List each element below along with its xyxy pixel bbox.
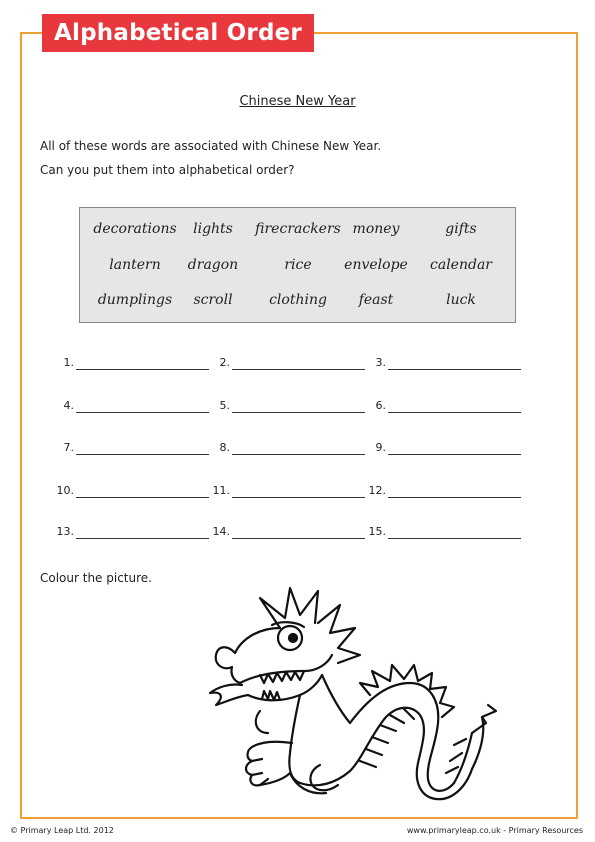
answer-number: 9. [375,441,386,454]
answer-number: 10. [56,484,74,497]
instruction-line-1: All of these words are associated with Chinese New Year. [40,139,382,153]
answer-number: 7. [63,441,74,454]
word-item: scroll [193,292,233,308]
answer-number: 8. [219,441,230,454]
answer-number: 4. [63,399,74,412]
answer-number: 12. [368,484,386,497]
word-item: rice [284,257,312,273]
word-box [79,207,516,323]
word-item: decorations [93,221,177,237]
word-item: money [352,221,400,237]
word-item: lantern [109,257,161,273]
answer-underline [388,369,521,370]
word-item: feast [358,292,394,308]
word-item: clothing [269,292,327,308]
answer-underline [388,412,521,413]
answer-underline [388,454,521,455]
word-item: calendar [430,257,492,273]
answer-underline [388,497,521,498]
answer-underline [232,454,365,455]
word-item: dragon [187,257,239,273]
worksheet-subtitle: Chinese New Year [239,94,356,109]
word-item: luck [446,292,476,308]
answer-number: 2. [219,356,230,369]
answer-underline [76,538,209,539]
worksheet-title-banner: Alphabetical Order [42,14,314,52]
answer-underline [232,497,365,498]
answer-underline [76,369,209,370]
word-item: lights [193,221,233,237]
answer-number: 3. [375,356,386,369]
answer-number: 1. [63,356,74,369]
answer-underline [76,454,209,455]
answer-number: 6. [375,399,386,412]
word-item: gifts [445,221,477,237]
answer-underline [232,538,365,539]
answer-underline [232,412,365,413]
answer-underline [232,369,365,370]
colour-prompt: Colour the picture. [40,571,152,585]
answer-underline [76,412,209,413]
dragon-illustration-icon [200,583,510,803]
word-item: envelope [344,257,408,273]
footer-website: www.primaryleap.co.uk - Primary Resources [406,826,583,835]
word-item: dumplings [97,292,173,308]
answer-number: 14. [212,525,230,538]
footer-copyright: © Primary Leap Ltd. 2012 [10,826,114,835]
answer-underline [388,538,521,539]
instruction-line-2: Can you put them into alphabetical order? [40,163,295,177]
answer-underline [76,497,209,498]
answer-number: 11. [212,484,230,497]
answer-number: 13. [56,525,74,538]
answer-number: 5. [219,399,230,412]
answer-number: 15. [368,525,386,538]
word-item: firecrackers [255,221,341,237]
